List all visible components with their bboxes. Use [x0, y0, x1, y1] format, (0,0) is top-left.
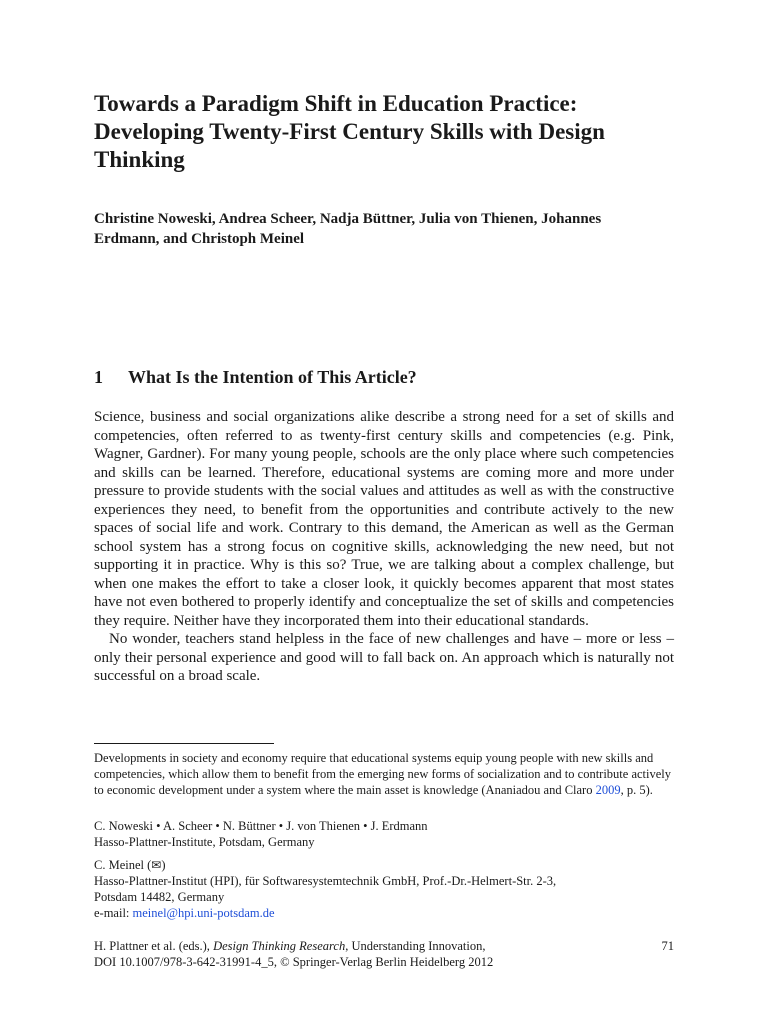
footnote: [94, 750, 674, 798]
corresponding-author-block: [94, 857, 674, 921]
affiliation-institute: Hasso-Plattner-Institute, Potsdam, Germany: [94, 835, 315, 849]
paper-title: Towards a Paradigm Shift in Education Practice: Developing Twenty-First Century Skills with Design Thinking: [94, 91, 605, 172]
body-text: [94, 408, 674, 686]
section-title: What Is the Intention of This Article?: [128, 367, 417, 387]
paragraph: Science, business and social organizations alike describe a strong need for a set of skills and competencies, often referred to as twenty-first century skills and competencies (e.g. Pink, Wagner, Gardner). For many young people, schools are the only place where such competencies and skills can be learned. Therefore, educational systems are coming more and more under pressure to provide students with the social values and attitudes as well as with the constructive experiences they need, to benefit from the opportunities and contribute actively to the new spaces of social life and work. Contrary to this demand, the American as well as the German school system has a strong focus on cognitive skills, acknowledging the new need, but not supporting it in practice. Why is this so? True, we are talking about a complex challenge, but when one makes the effort to take a closer look, it quickly becomes apparent that most states have not even bothered to properly identify and conceptualize the set of skills and competencies they require. Neither have they incorporated them into their educational standards.: [94, 409, 674, 629]
corresponding-institute: Hasso-Plattner-Institut (HPI), für Softwaresystemtechnik GmbH, Prof.-Dr.-Helmert-Str. 2-3,: [94, 874, 557, 888]
email-link[interactable]: meinel@hpi.uni-potsdam.de: [132, 906, 275, 920]
affiliation-block: [94, 818, 674, 850]
book-title: Design Thinking Research: [213, 939, 346, 953]
footnote-divider: [94, 743, 274, 744]
author-list: Christine Noweski, Andrea Scheer, Nadja Büttner, Julia von Thienen, Johannes Erdmann, and Christoph Meinel: [94, 211, 602, 247]
footnote-text: Developments in society and economy require that educational systems equip young people with new skills and competencies, which allow them to benefit from the emerging new forms of socialization and to contribute actively to economic development under a system where the main asset is knowledge (Ananiadou and Claro: [94, 751, 672, 797]
affiliation-authors: C. Noweski • A. Scheer • N. Büttner • J. von Thienen • J. Erdmann: [94, 819, 428, 833]
doi-line: DOI 10.1007/978-3-642-31991-4_5, © Springer-Verlag Berlin Heidelberg 2012: [94, 955, 494, 969]
page-number: 71: [661, 939, 674, 953]
corresponding-address: Potsdam 14482, Germany: [94, 890, 225, 904]
citation-link[interactable]: 2009: [595, 783, 621, 797]
email-line: e-mail: meinel@hpi.uni-potsdam.de: [94, 906, 275, 920]
envelope-icon: ✉: [151, 858, 162, 872]
section-number: 1: [94, 367, 103, 387]
paragraph: No wonder, teachers stand helpless in the face of new challenges and have – more or less – only their personal experience and good will to fall back on. An approach which is naturally not successful on a broad scale.: [94, 631, 674, 684]
page-footer: [94, 938, 674, 970]
corresponding-author: C. Meinel (✉): [94, 858, 166, 872]
section-heading: [94, 366, 674, 388]
footnote-text-end: , p. 5).: [620, 783, 653, 797]
citation-line: H. Plattner et al. (eds.), Design Thinking Research, Understanding Innovation,: [94, 939, 486, 953]
